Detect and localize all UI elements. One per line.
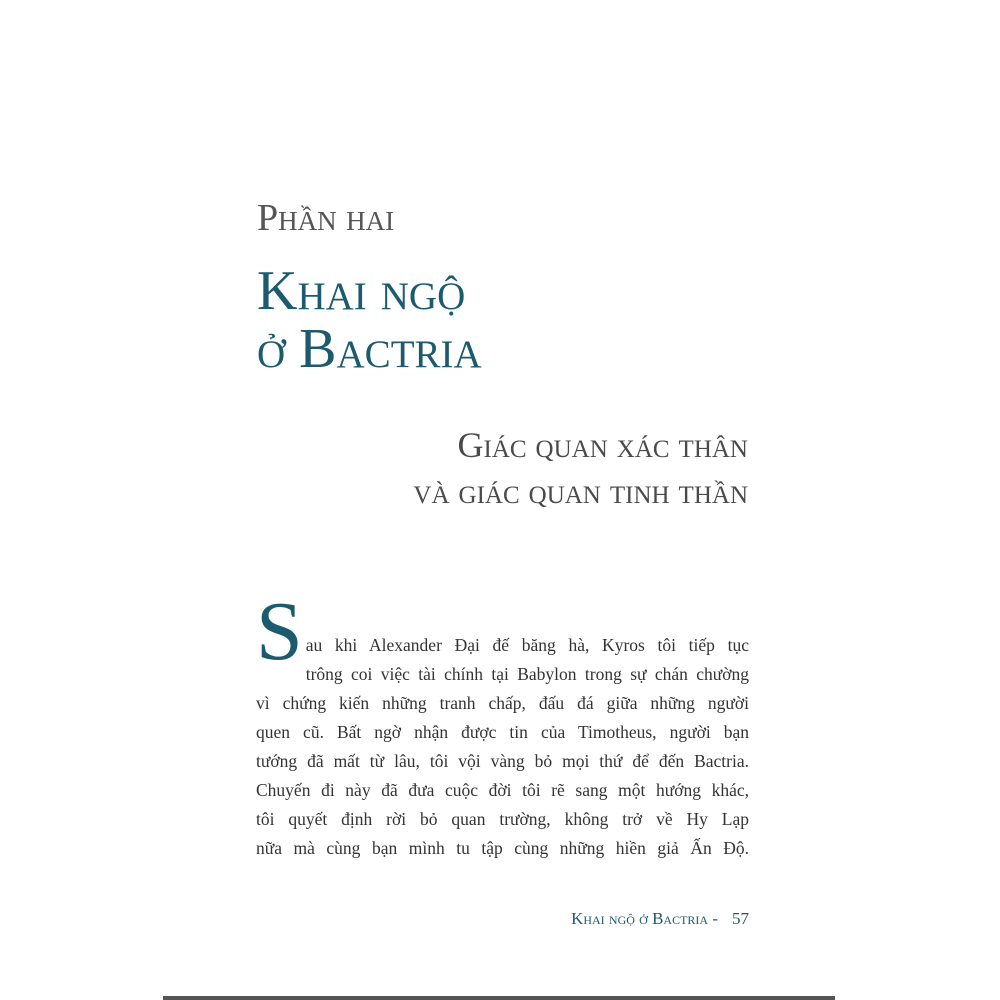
page-footer [571, 907, 749, 931]
chapter-title [257, 262, 482, 378]
body-line: quen cũ. Bất ngờ nhận được tin của Timotheus, người bạn [256, 722, 749, 742]
chapter-title-line-1: Khai ngộ [257, 260, 466, 322]
part-label: Phần hai [257, 197, 395, 239]
body-paragraph [256, 585, 749, 863]
body-line: trông coi việc tài chính tại Babylon trong sự chán chường [305, 664, 749, 684]
chapter-subtitle-line-2: và giác quan tinh thần [413, 471, 748, 511]
chapter-subtitle [413, 422, 748, 514]
body-line: vì chứng kiến những tranh chấp, đấu đá giữa những người [256, 693, 749, 713]
body-line: tôi quyết định rời bỏ quan trường, không trở về Hy Lạp [256, 809, 749, 829]
drop-cap: S [256, 585, 303, 678]
body-line: tướng đã mất từ lâu, tôi vội vàng bỏ mọi thứ để đến Bactria. [256, 751, 749, 771]
chapter-subtitle-line-1: Giác quan xác thân [457, 425, 748, 465]
bottom-divider [163, 996, 835, 1000]
body-line: au khi Alexander Đại đế băng hà, Kyros tôi tiếp tục [305, 635, 749, 655]
page-number: 57 [732, 909, 749, 928]
body-line: Chuyến đi này đã đưa cuộc đời tôi rẽ sang một hướng khác, [256, 780, 749, 800]
running-title: Khai ngộ ở Bactria - [571, 909, 718, 928]
chapter-title-line-2: ở Bactria [257, 318, 482, 380]
body-line: nữa mà cùng bạn mình tu tập cùng những hiền giả Ấn Độ. [256, 838, 749, 858]
